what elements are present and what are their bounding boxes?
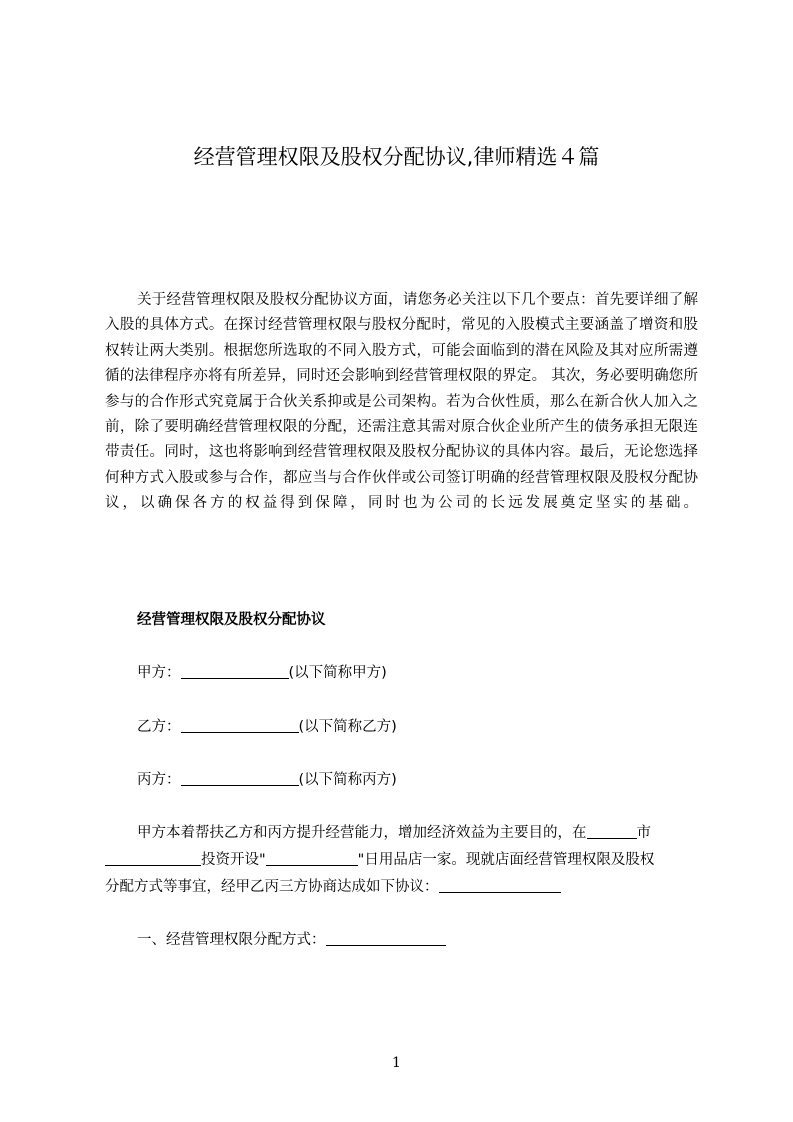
document-title: 经营管理权限及股权分配协议,律师精选４篇 bbox=[193, 145, 600, 169]
party-b-line bbox=[137, 715, 397, 740]
party-c-blank bbox=[181, 769, 299, 786]
party-a-note: (以下简称甲方) bbox=[288, 665, 387, 681]
clause-1-blank bbox=[326, 929, 446, 946]
party-a-blank bbox=[181, 662, 289, 679]
party-b-blank bbox=[181, 716, 299, 733]
purpose-line-2-a: 投资开设" bbox=[201, 852, 266, 868]
clause-1-line bbox=[137, 928, 446, 953]
party-a-label: 甲方： bbox=[137, 665, 181, 681]
purpose-line-3-text: 分配方式等事宜，经甲乙丙三方协商达成如下协议： bbox=[105, 879, 439, 895]
purpose-paragraph bbox=[105, 820, 698, 901]
store-name-blank bbox=[266, 849, 358, 866]
party-c-line bbox=[137, 768, 397, 793]
city-blank bbox=[587, 822, 637, 839]
intro-paragraph: 关于经营管理权限及股权分配协议方面，请您务必关注以下几个要点：首先要详细了解入股的具体方式。在探讨经营管理权限与股权分配时，常见的入股模式主要涵盖了增资和股权转让两大类别。根据您所选取的不同入股方式，可能会面临到的潜在风险及其对应所需遵循的法律程序亦将有所差异，同时还会影响到经营管理权限的界定。 其次，务必要明确您所参与的合作形式究竟属于合伙关系抑或是公司架构。若为合伙性质，那么在新合伙人加入之前，除了要明确经营管理权限的分配，还需注意其需对原合伙企业所产生的债务承担无限连带责任。同时，这也将影响到经营管理权限及股权分配协议的具体内容。最后，无论您选择何种方式入股或参与合作，都应当与合作伙伴或公司签订明确的经营管理权限及股权分配协议，以确保各方的权益得到保障，同时也为公司的长远发展奠定坚实的基础。 bbox=[105, 292, 698, 512]
purpose-line-1-text: 甲方本着帮扶乙方和丙方提升经营能力，增加经济效益为主要目的，在 bbox=[137, 825, 587, 841]
page-number: 1 bbox=[392, 1055, 401, 1071]
party-c-label: 丙方： bbox=[137, 772, 181, 788]
purpose-line-1-end: 市 bbox=[636, 825, 651, 841]
party-a-line bbox=[137, 661, 387, 686]
purpose-line-2-b: "日用品店一家。现就店面经营管理权限及股权 bbox=[357, 852, 655, 868]
location-blank bbox=[105, 849, 201, 866]
party-b-label: 乙方： bbox=[137, 719, 181, 735]
party-b-note: (以下简称乙方) bbox=[298, 719, 397, 735]
purpose-line-2 bbox=[105, 847, 698, 874]
purpose-line-3 bbox=[105, 874, 698, 901]
section-heading: 经营管理权限及股权分配协议 bbox=[137, 612, 326, 628]
agreement-blank bbox=[439, 876, 561, 893]
purpose-line-1 bbox=[105, 820, 698, 847]
party-c-note: (以下简称丙方) bbox=[298, 772, 397, 788]
clause-1-label: 一、经营管理权限分配方式： bbox=[137, 932, 326, 948]
